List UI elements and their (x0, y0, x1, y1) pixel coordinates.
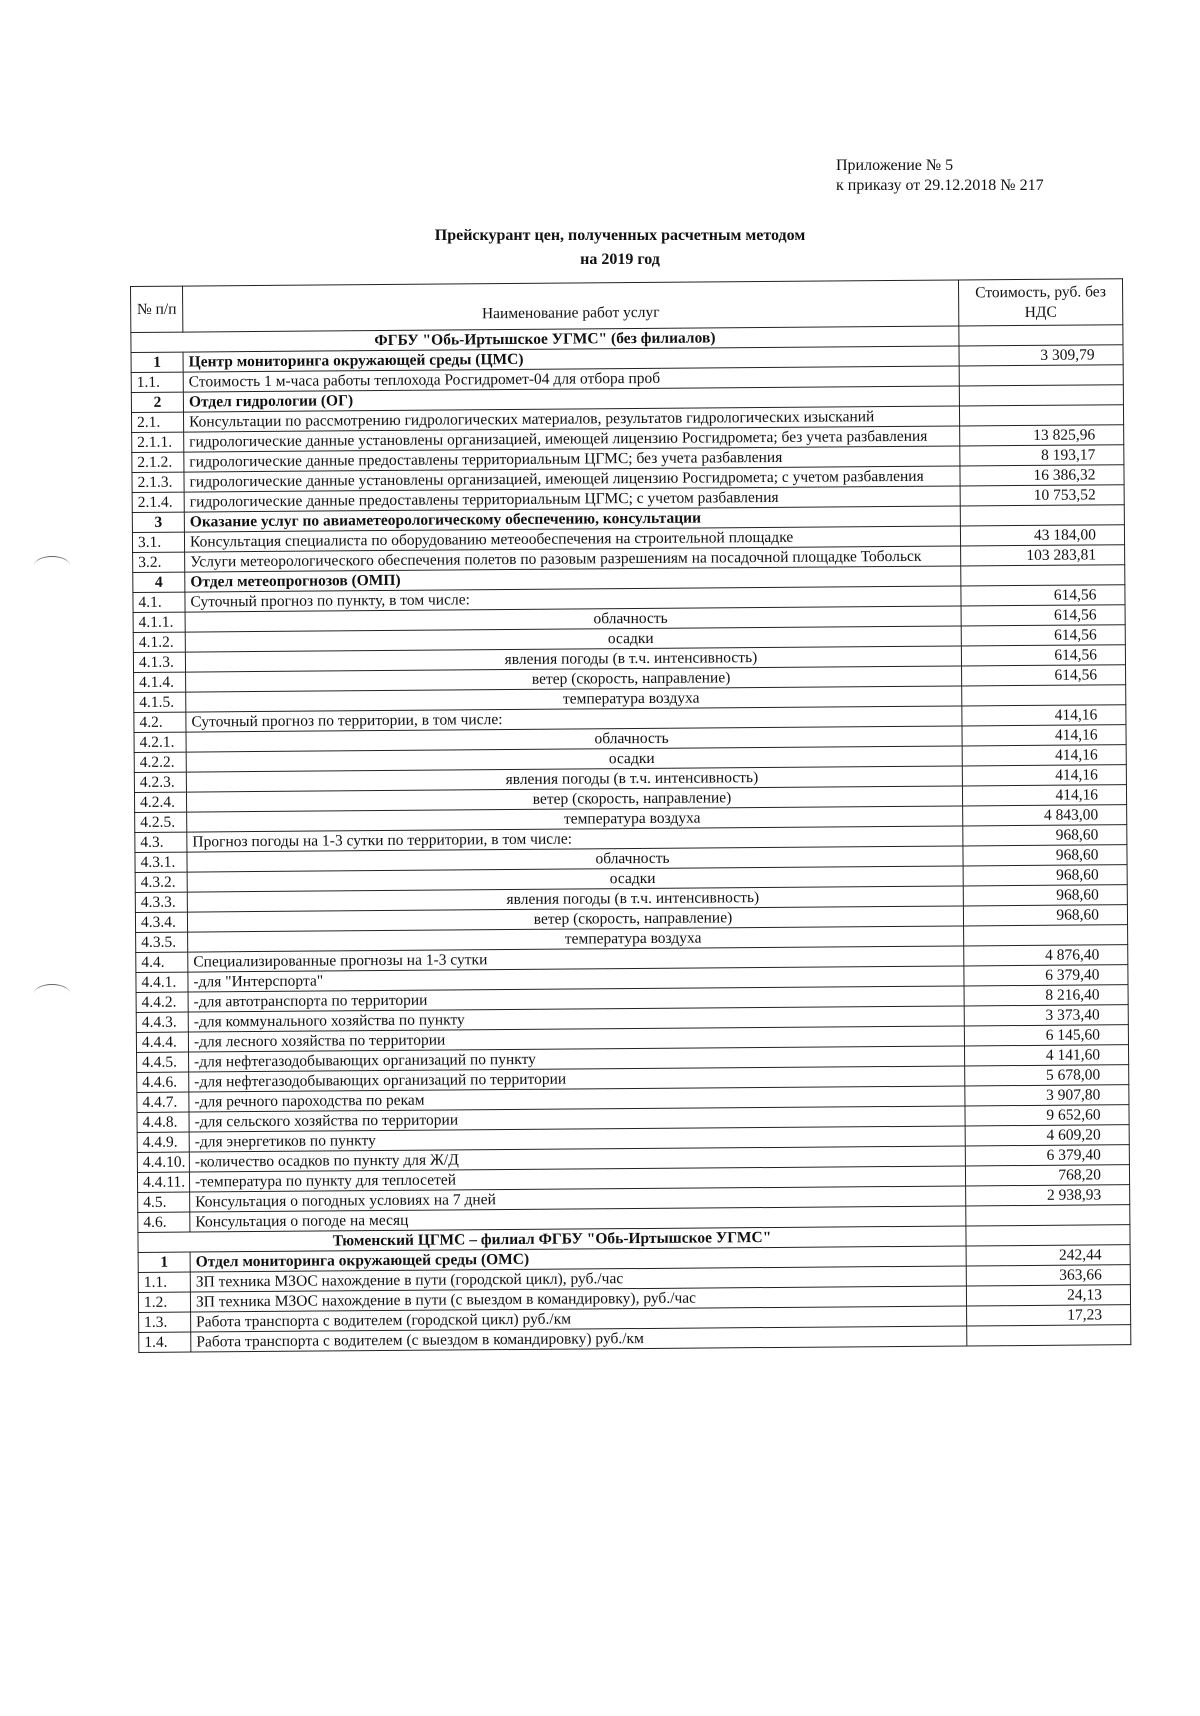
price-cell (961, 565, 1125, 586)
price-cell: 414,16 (962, 705, 1126, 726)
service-name: -температура по пункту для теплосетей (189, 1166, 965, 1192)
service-name: температура воздуха (187, 806, 963, 832)
row-number: 2.1.1. (132, 432, 184, 452)
price-cell: 968,60 (963, 885, 1127, 906)
service-name: Отдел гидрологии (ОГ) (183, 386, 959, 412)
service-name: Суточный прогноз по пункту, в том числе: (185, 586, 961, 612)
service-name: Услуги метеорологического обеспечения полетов по разовым разрешениям на посадочной площадке Тобольск (185, 546, 961, 572)
price-cell: 4 843,00 (963, 805, 1127, 826)
price-cell (959, 325, 1123, 346)
service-name: Консультации по рассмотрению гидрологических материалов, результатов гидрологических изысканий (183, 406, 959, 432)
row-number: 4.4.1. (136, 972, 188, 992)
row-number: 2 (131, 392, 183, 412)
table-body (131, 325, 1131, 1353)
price-cell: 614,56 (961, 605, 1125, 626)
header-service-name: Наименование работ услуг (183, 280, 959, 332)
row-number: 4.4.10. (137, 1152, 189, 1172)
appendix-number: Приложение № 5 (836, 157, 954, 174)
price-cell: 103 283,81 (961, 545, 1125, 566)
row-number: 1.1. (131, 372, 183, 392)
service-name: осадки (187, 866, 963, 892)
row-number: 4.3.4. (135, 912, 187, 932)
row-number: 4.3.3. (135, 892, 187, 912)
price-cell (959, 365, 1123, 386)
row-number: 4.3.5. (136, 932, 188, 952)
price-cell: 414,16 (962, 765, 1126, 786)
punch-hole-mark (34, 556, 70, 575)
row-number: 4.1.3. (133, 652, 185, 672)
price-cell: 4 141,60 (964, 1045, 1128, 1066)
order-reference: к приказу от 29.12.2018 № 217 (836, 177, 1044, 194)
punch-hole-mark (34, 984, 70, 1003)
service-name: -для "Интерспорта" (188, 966, 964, 992)
price-cell (959, 385, 1123, 406)
price-cell: 414,16 (962, 725, 1126, 746)
price-cell: 363,66 (966, 1265, 1130, 1286)
service-name: Консультация специалиста по оборудованию метеообеспечения на строительной площадке (184, 526, 960, 552)
row-number: 4.4.11. (137, 1172, 189, 1192)
service-name: Суточный прогноз по территории, в том числе: (186, 706, 962, 732)
row-number: 3.1. (132, 532, 184, 552)
row-number: 2.1.2. (132, 452, 184, 472)
title-line-2: на 2019 год (580, 251, 660, 268)
service-name: -для коммунального хозяйства по пункту (188, 1006, 964, 1032)
service-name: ЗП техника МЗОС нахождение в пути (городской цикл), руб./час (190, 1266, 966, 1292)
service-name: -для сельского хозяйства по территории (189, 1106, 965, 1132)
service-name: температура воздуха (186, 686, 962, 712)
price-cell (967, 1325, 1131, 1346)
price-cell: 8 193,17 (960, 445, 1124, 466)
price-cell (959, 405, 1123, 426)
row-number: 1.1. (138, 1272, 190, 1292)
row-number: 4.3.1. (135, 852, 187, 872)
row-number: 4.3.2. (135, 872, 187, 892)
row-number: 1.3. (139, 1312, 191, 1332)
price-cell: 614,56 (961, 645, 1125, 666)
row-number: 4.4.7. (137, 1092, 189, 1112)
service-name: Работа транспорта с водителем (с выездом в командировку) руб./км (191, 1326, 967, 1352)
service-name: Работа транспорта с водителем (городской цикл) руб./км (191, 1306, 967, 1332)
row-number: 4.2.4. (134, 792, 186, 812)
service-name: Специализированные прогнозы на 1-3 сутки (188, 946, 964, 972)
price-cell: 4 876,40 (964, 945, 1128, 966)
header-number: № п/п (131, 286, 183, 332)
service-name: -для нефтегазодобывающих организаций по территории (189, 1066, 965, 1092)
service-name: Оказание услуг по авиаметеорологическому обеспечению, консультации (184, 506, 960, 532)
price-cell: 3 373,40 (964, 1005, 1128, 1026)
row-number: 3.2. (133, 552, 185, 572)
service-name: -для речного пароходства по рекам (189, 1086, 965, 1112)
price-cell: 968,60 (963, 825, 1127, 846)
price-cell: 6 145,60 (964, 1025, 1128, 1046)
price-cell: 614,56 (962, 665, 1126, 686)
price-cell: 10 753,52 (960, 485, 1124, 506)
table-header-row (131, 279, 1123, 333)
service-name: -для нефтегазодобывающих организаций по пункту (189, 1046, 965, 1072)
row-number: 4.1.5. (134, 692, 186, 712)
service-name: гидрологические данные установлены организацией, имеющей лицензию Росгидромета; с учетом разбавления (184, 466, 960, 492)
price-cell: 968,60 (963, 905, 1127, 926)
price-cell: 9 652,60 (965, 1105, 1129, 1126)
service-name: Консультация о погоде на месяц (190, 1206, 966, 1232)
row-number: 4.1.1. (133, 612, 185, 632)
row-number: 4.4. (136, 952, 188, 972)
row-number: 1.2. (138, 1292, 190, 1312)
service-name: облачность (185, 606, 961, 632)
service-name: -для автотранспорта по территории (188, 986, 964, 1012)
header-price: Стоимость, руб. без НДС (958, 279, 1122, 326)
row-number: 4.4.5. (137, 1052, 189, 1072)
price-cell: 5 678,00 (965, 1065, 1129, 1086)
price-cell: 968,60 (963, 845, 1127, 866)
row-number: 4.4.4. (136, 1032, 188, 1052)
price-cell: 614,56 (961, 625, 1125, 646)
price-cell: 768,20 (965, 1165, 1129, 1186)
document-title (300, 224, 940, 272)
price-list-table-wrapper (130, 278, 1138, 1353)
price-cell (964, 925, 1128, 946)
price-cell: 3 907,80 (965, 1085, 1129, 1106)
service-name: явления погоды (в т.ч. интенсивность) (187, 886, 963, 912)
row-number: 4.2.5. (135, 812, 187, 832)
price-cell: 414,16 (962, 745, 1126, 766)
service-name: явления погоды (в т.ч. интенсивность) (185, 646, 961, 672)
service-name: гидрологические данные предоставлены территориальным ЦГМС; с учетом разбавления (184, 486, 960, 512)
price-cell: 16 386,32 (960, 465, 1124, 486)
service-name: температура воздуха (188, 926, 964, 952)
row-number: 1 (131, 352, 183, 372)
service-name: Консультация о погодных условиях на 7 дней (190, 1186, 966, 1212)
price-cell: 414,16 (962, 785, 1126, 806)
price-cell: 6 379,40 (965, 1145, 1129, 1166)
row-number: 4.2. (134, 712, 186, 732)
section-title: Тюменский ЦГМС – филиал ФГБУ "Обь-Иртышское УГМС" (138, 1226, 966, 1253)
row-number: 4.2.2. (134, 752, 186, 772)
price-list-table (130, 278, 1131, 1353)
service-name: облачность (187, 846, 963, 872)
row-number: 1.4. (139, 1332, 191, 1352)
price-cell (960, 505, 1124, 526)
service-name: осадки (185, 626, 961, 652)
service-name: гидрологические данные установлены организацией, имеющей лицензию Росгидромета; без учета разбавления (184, 426, 960, 452)
service-name: ветер (скорость, направление) (187, 906, 963, 932)
title-line-1: Прейскурант цен, полученных расчетным методом (434, 227, 806, 244)
service-name: осадки (186, 746, 962, 772)
service-name: облачность (186, 726, 962, 752)
price-cell (966, 1205, 1130, 1226)
service-name: ветер (скорость, направление) (186, 666, 962, 692)
row-number: 4.2.1. (134, 732, 186, 752)
service-name: Центр мониторинга окружающей среды (ЦМС) (183, 346, 959, 372)
row-number: 4.3. (135, 832, 187, 852)
service-name: -для лесного хозяйства по территории (188, 1026, 964, 1052)
row-number: 4.1.2. (133, 632, 185, 652)
service-name: -количество осадков по пункту для Ж/Д (189, 1146, 965, 1172)
row-number: 3 (132, 512, 184, 532)
row-number: 4.4.9. (137, 1132, 189, 1152)
row-number: 4.2.3. (134, 772, 186, 792)
row-number: 4.4.3. (136, 1012, 188, 1032)
price-cell (962, 685, 1126, 706)
section-title: ФГБУ "Обь-Иртышское УГМС" (без филиалов) (131, 326, 959, 353)
price-cell: 43 184,00 (960, 525, 1124, 546)
appendix-reference (836, 156, 1044, 196)
price-cell: 2 938,93 (966, 1185, 1130, 1206)
price-cell: 3 309,79 (959, 345, 1123, 366)
price-cell (966, 1225, 1130, 1246)
row-number: 2.1. (131, 412, 183, 432)
price-cell: 614,56 (961, 585, 1125, 606)
price-cell: 242,44 (966, 1245, 1130, 1266)
row-number: 1 (138, 1252, 190, 1272)
price-cell: 968,60 (963, 865, 1127, 886)
service-name: явления погоды (в т.ч. интенсивность) (186, 766, 962, 792)
row-number: 4.4.6. (137, 1072, 189, 1092)
service-name: Стоимость 1 м-часа работы теплохода Росгидромет-04 для отбора проб (183, 366, 959, 392)
service-name: гидрологические данные предоставлены территориальным ЦГМС; без учета разбавления (184, 446, 960, 472)
row-number: 4 (133, 572, 185, 592)
service-name: ЗП техника МЗОС нахождение в пути (с выездом в командировку), руб./час (190, 1286, 966, 1312)
row-number: 4.1.4. (134, 672, 186, 692)
price-cell: 17,23 (967, 1305, 1131, 1326)
row-number: 2.1.3. (132, 472, 184, 492)
service-name: ветер (скорость, направление) (186, 786, 962, 812)
row-number: 2.1.4. (132, 492, 184, 512)
row-number: 4.1. (133, 592, 185, 612)
service-name: Отдел мониторинга окружающей среды (ОМС) (190, 1246, 966, 1272)
price-cell: 8 216,40 (964, 985, 1128, 1006)
service-name: Прогноз погоды на 1-3 сутки по территории, в том числе: (187, 826, 963, 852)
price-cell: 6 379,40 (964, 965, 1128, 986)
row-number: 4.4.8. (137, 1112, 189, 1132)
price-cell: 24,13 (966, 1285, 1130, 1306)
service-name: Отдел метеопрогнозов (ОМП) (185, 566, 961, 592)
row-number: 4.4.2. (136, 992, 188, 1012)
row-number: 4.6. (138, 1212, 190, 1232)
row-number: 4.5. (138, 1192, 190, 1212)
price-cell: 4 609,20 (965, 1125, 1129, 1146)
price-cell: 13 825,96 (960, 425, 1124, 446)
service-name: -для энергетиков по пункту (189, 1126, 965, 1152)
